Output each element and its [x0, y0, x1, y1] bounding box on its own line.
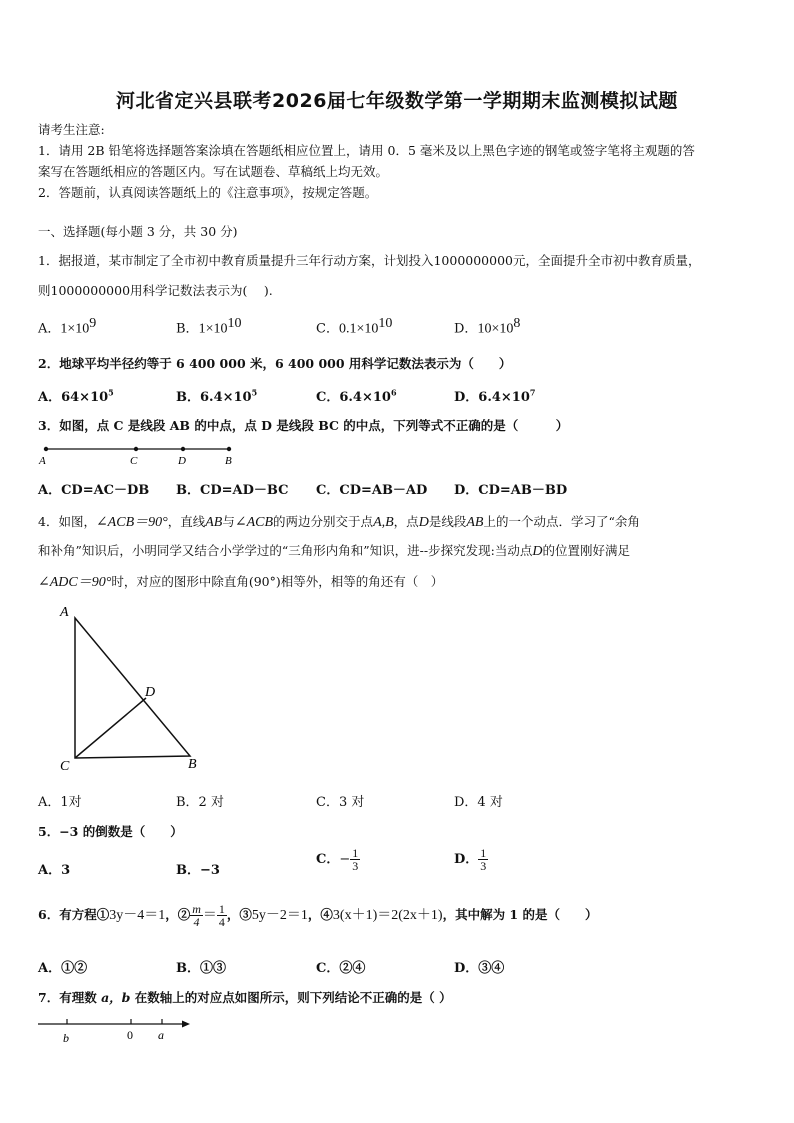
- question-2-option-a[interactable]: A．$64\times 10^5$: [38, 387, 114, 405]
- point-d: [181, 447, 185, 451]
- label-c: C: [130, 455, 138, 467]
- notice-heading: 请考生注意:: [38, 122, 105, 137]
- notice-item-1-line-1: 1．请用 2B 铅笔将选择题答案涂填在答题纸相应位置上，请用 0．5 毫米及以上黑色字迹的钢笔或签字笔将主观题的答: [38, 143, 695, 158]
- question-5-option-b[interactable]: B．−3: [176, 863, 220, 878]
- question-4-option-b[interactable]: B．2 对: [176, 795, 224, 810]
- question-2-option-b[interactable]: B．$6.4\times 10^5$: [176, 387, 258, 405]
- label-a: A: [39, 455, 46, 467]
- question-1-option-a[interactable]: A．$1\times 10^9$: [38, 316, 97, 337]
- fraction-one-third: $\frac{1}{3}$: [480, 846, 487, 873]
- question-3-option-a[interactable]: A．CD=AC－DB: [38, 483, 150, 498]
- question-6-option-a[interactable]: A．①②: [38, 961, 88, 976]
- question-3-option-b[interactable]: B．CD=AD－BC: [176, 483, 289, 498]
- question-3-option-c[interactable]: C．CD=AB－AD: [316, 483, 428, 498]
- label-b: B: [225, 455, 232, 467]
- question-3-option-d[interactable]: D．CD=AB－BD: [454, 483, 568, 498]
- label-d: D: [178, 455, 186, 467]
- point-b: [227, 447, 231, 451]
- page-title: 河北省定兴县联考2026届七年级数学第一学期期末监测模拟试题: [116, 90, 678, 112]
- notice-item-2: 2．答题前，认真阅读答题纸上的《注意事项》，按规定答题。: [38, 185, 378, 200]
- triangle-abc: [75, 618, 190, 758]
- label-b: B: [188, 757, 197, 772]
- question-6-option-b[interactable]: B．①③: [176, 961, 226, 976]
- label-c: C: [60, 759, 70, 774]
- question-4-line-2: 和补角”知识后，小明同学又结合小学学过的“三角形内角和”知识，进--步探究发现:当动点D的位置刚好满足: [38, 543, 630, 559]
- notice-item-1-line-2: 案写在答题纸相应的答题区内。写在试题卷、草稿纸上均无效。: [38, 164, 389, 179]
- number-line: [34, 1016, 204, 1048]
- question-5-option-d[interactable]: D． $\frac{1}{3}$: [454, 846, 487, 873]
- fraction-one-third: $\frac{1}{3}$: [352, 846, 359, 873]
- question-1-option-d[interactable]: D．$10\times 10^8$: [454, 316, 521, 337]
- label-a: a: [158, 1028, 164, 1042]
- segment-cd: [75, 698, 146, 758]
- question-2-option-c[interactable]: C．$6.4\times 10^6$: [316, 387, 397, 405]
- question-6-option-c[interactable]: C．②④: [316, 961, 366, 976]
- label-a: A: [60, 605, 69, 620]
- question-1-option-b[interactable]: B．$1\times 10^{10}$: [176, 316, 242, 337]
- label-zero: 0: [127, 1028, 133, 1042]
- question-4-option-a[interactable]: A．1对: [38, 795, 82, 810]
- question-5-stem: 5．−3 的倒数是（ ）: [38, 824, 183, 839]
- question-1-line-1: 1．据报道，某市制定了全市初中教育质量提升三年行动方案，计划投入1000000000元，全面提升全市初中教育质量，: [38, 253, 701, 268]
- section-heading: 一、选择题(每小题 3 分，共 30 分): [38, 224, 238, 239]
- fraction-one-fourth: $\frac{1}{4}$: [218, 902, 225, 929]
- question-2-option-d[interactable]: D．$6.4\times 10^7$: [454, 387, 536, 405]
- question-6-option-d[interactable]: D．③④: [454, 961, 505, 976]
- question-5-option-c[interactable]: C．− $\frac{1}{3}$: [316, 846, 359, 873]
- triangle-diagram: [50, 598, 220, 778]
- question-1-line-2: 则1000000000用科学记数法表示为( ).: [38, 283, 273, 298]
- question-7-stem: 7．有理数 a，b 在数轴上的对应点如图所示，则下列结论不正确的是（ ）: [38, 990, 452, 1005]
- question-6-stem: 6．有方程①3y－4＝1，② $\frac{m}{4}$ ＝ $\frac{1}{4}$ ，③5y－2＝1，④3(x＋1)＝2(2x＋1)，其中解为 1 的是（ ）: [38, 902, 598, 929]
- point-c: [134, 447, 138, 451]
- fraction-m-over-4: $\frac{m}{4}$: [192, 902, 201, 929]
- question-4-option-c[interactable]: C．3 对: [316, 795, 365, 810]
- question-3-stem: 3．如图，点 C 是线段 AB 的中点，点 D 是线段 BC 的中点，下列等式不正确的是（ ）: [38, 418, 569, 433]
- label-b: b: [63, 1031, 69, 1045]
- question-2-stem: 2．地球平均半径约等于 6 400 000 米，6 400 000 用科学记数法表示为（ ）: [38, 356, 512, 371]
- question-1-option-c[interactable]: C．$0.1\times 10^{10}$: [316, 316, 393, 337]
- segment-diagram: [34, 442, 244, 468]
- question-4-option-d[interactable]: D．4 对: [454, 795, 503, 810]
- question-5-option-a[interactable]: A．3: [38, 863, 71, 878]
- label-d: D: [145, 685, 156, 700]
- point-a: [44, 447, 48, 451]
- question-4-line-1: 4．如图，∠ACB＝90°，直线AB与∠ACB的两边分别交于点A,B，点D是线段AB上的一个动点．学习了“余角: [38, 514, 640, 530]
- arrow-right-icon: [182, 1021, 190, 1028]
- question-4-line-3: ∠ADC＝90°时，对应的图形中除直角(90°)相等外，相等的角还有（ ）: [38, 574, 444, 590]
